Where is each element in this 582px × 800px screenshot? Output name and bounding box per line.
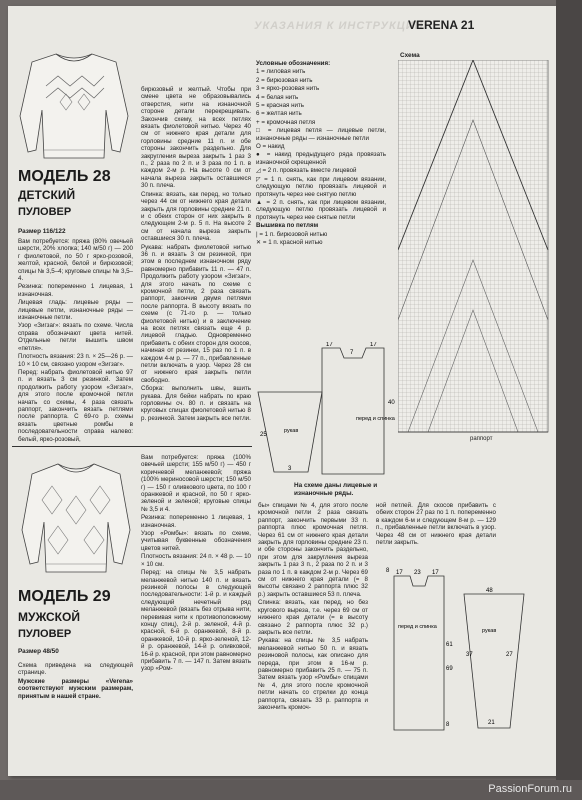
model29-sweater-sketch (18, 456, 134, 578)
dim-label: 23 (414, 570, 421, 576)
scheme-rapport-label: раппорт (470, 436, 493, 442)
dim-label: 7 (350, 350, 354, 356)
legend-item: 3 = ярко-розовая нить (256, 85, 320, 93)
dim-label: 37 (466, 652, 473, 658)
model29-intro (18, 662, 133, 701)
legend-subtitle: Вышивка по петлям (256, 222, 319, 230)
legend-item: + = кромочная петля (256, 118, 316, 126)
page-number: 21 (460, 18, 475, 32)
paragraph: Резинка: попеременно 1 лицевая, 1 изнаночная. (141, 514, 251, 529)
dim-label: 69 (446, 666, 453, 672)
paragraph: Перед: на спицы № 3,5 набрать меланжевой нитью 140 п. и вязать резинкой полосы в следующей последовательности: 1-й р. и каждый следующий нечетный ряд меланжевой (вязать без отрыва нити, перевивая нити к противоположному концу спиц), 2-й р. зеленой, 4-й р. красной, 6-й р. оранжевой, 8-й р. оранжевой, 10-й р. ярко-зеленой, 12-й р. оранжевой, 14-й р. оливковой, 16-й р. красной, при этом равномерно прибавить 7 п. — 147 п. Затем вязать узор «Ром- (141, 569, 251, 673)
dim-label: 25 (260, 432, 267, 438)
paragraph: Рукава: набрать фиолетовой нитью 36 п. и вязать 3 см резинкой, при этом в последнем изнаночном ряду равномерно прибавить 11 п. — 47 п. Продолжить работу узором «Зигзаг», для этого начать по схеме с кромочной петли, 2 раза связать раппорт, закончив двумя петлями после раппорта. В высоту вязать по схеме (с 71-го р. — только фиолетовой нитью) и в заключение на всех петлях связать еще 4 р. лицевой гладью. Одновременно прибавить с обеих сторон для скосов, начиная от резинки, 15 раз по 1 п. в каждом 4-м р. — 77 п., прибавленные петли включать в узор. Через 28 см от нижнего края закрыть петли свободно. (141, 243, 251, 384)
legend-item: 5 = красная нить (256, 102, 305, 110)
model28-pattern-sleeve (254, 386, 326, 478)
model29-text-column-2 (258, 502, 368, 712)
front-back-label: перед и спинка (398, 624, 437, 630)
dim-label: 27 (506, 652, 513, 658)
legend-item: ✕ = 1 п. красной нитью (256, 238, 323, 246)
legend (256, 60, 386, 247)
paragraph: Рукава: на спицы № 3,5 набрать меланжевой нитью 50 п. и вязать резиновой полосы, как описано для переда, при этом в 16-м р. равномерно прибавить 25 п. — 75 п. Затем вязать узор «Ромбы» спицами № 4, для этого после кромочной петли начать со стрелки до конца раппорта, связать 33 р. раппорта и закончить кромоч- (258, 637, 368, 711)
front-back-label: перед и спинка (356, 416, 395, 422)
knitting-scheme-chart (398, 60, 554, 440)
dim-label: 8 (386, 568, 390, 574)
model29-text-column-3 (376, 502, 496, 547)
sleeve-label: рукав (284, 428, 299, 434)
paragraph: Перед: набрать фиолетовой нитью 97 п. и вязать 3 см резинкой. Затем продолжить работу узором «Зигзаг», для этого после кромочной петли начать со схемы, 4 раза связать раппорт, закончить вязать петлями после раппорта. С 69-го р. схемы вязать цветные ромбы в последовательности справа налево: белый, ярко-розовый, (18, 368, 133, 443)
scheme-title: Схема (400, 52, 420, 59)
paragraph: бирюзовый и желтый. Чтобы при смене цвета не образовывались отверстия, нити на изнаночной стороне детали перекрещивать. Закончив схему, на всех петлях вязать фиолетовой нитью. Через 40 см от нижнего края детали для горловины средние 11 п. и обе стороны закончить раздельно. Для закругления выреза закрыть 1 раз 3 п., 2 раза по 2 п. и 3 раза по 1 п. в каждом 2-м р. На высоте 0 см от начала выреза закрыть оставшиеся 30 п. плеча. (141, 86, 251, 190)
paragraph: Плотность вязания: 24 п. × 48 р. — 10 × 10 см. (141, 553, 251, 568)
dim-label: 61 (446, 642, 453, 648)
model28-text-column-2 (141, 86, 251, 423)
legend-item: О = накид (256, 143, 285, 151)
paragraph: Резинка: попеременно 1 лицевая, 1 изнаночная. (18, 283, 133, 298)
legend-item: ▲ = 2 п. снять, как при лицевом вязании, следующую петлю провязать лицевой и протянуть через нее снятые петли (256, 198, 386, 221)
model29-subtitle-1: МУЖСКОЙ (18, 610, 80, 624)
model29-text-column-1 (141, 454, 251, 674)
dim-label: 48 (486, 588, 493, 594)
legend-item: ◿ = 2 п. провязать вместе лицевой (256, 167, 357, 175)
dim-label: 17 (396, 570, 403, 576)
model29-pattern-sleeve (460, 586, 530, 736)
paragraph: Сборка: выполнить швы, вшить рукава. Для бейки набрать по краю горловины сч. 80 п. и связать на круговых спицах фиолетовой нитью 8 р. резинкой. Затем закрыть все петли. (141, 385, 251, 422)
model29-title: МОДЕЛЬ 29 (18, 588, 111, 605)
model28-subtitle-1: ДЕТСКИЙ (18, 188, 76, 202)
legend-item: □ = лицевая петля — лицевые петли, изнаночные ряды — изнаночные петли (256, 127, 386, 142)
model29-subtitle-2: ПУЛОВЕР (18, 628, 72, 640)
paragraph: Узор «Ромбы»: вязать по схеме, учитывая буквенные обозначения цветов нитей. (141, 530, 251, 552)
legend-item: 1 = лиловая нить (256, 68, 306, 76)
header-brand: VERENA 21 (408, 18, 475, 32)
paragraph: Узор «Зигзаг»: вязать по схеме. Числа справа обозначают цвета нитей. Отдельные петли вышить швом «петля». (18, 322, 133, 352)
dim-label: 3 (288, 466, 292, 472)
dim-label: 40 (388, 400, 395, 406)
legend-item: 6 = желтая нить (256, 110, 302, 118)
dim-label: 17 (432, 570, 439, 576)
sleeve-label: рукав (482, 628, 497, 634)
paragraph: Лицевая гладь: лицевые ряды — лицевые петли, изнаночные ряды — изнаночные петли. (18, 299, 133, 322)
paragraph: Вам потребуется: пряжа (100% овечьей шерсти; 155 м/50 г) — 450 г коричневой меланжевой; пряжа (100% мериносовой шерсти; 150 м/50 г) — 150 г оливкового цвета, по 100 г оранжевой и красной, по 50 г ярко-зеленой и зеленой; круговые спицы № 3,5 и 4. (141, 454, 251, 513)
legend-item: 2 = бирюзовая нить (256, 76, 313, 84)
model28-title: МОДЕЛЬ 28 (18, 168, 111, 185)
paragraph: Плотность вязания: 23 п. × 25—26 р. — 10 × 10 см, связано узором «Зигзаг». (18, 353, 133, 368)
paragraph: Вам потребуется: пряжа (80% овечьей шерсти, 20% хлопка; 140 м/50 г) — 200 г фиолетовой, по 50 г ярко-розовой, желтой, красной, белой и бирюзовой; спицы № 3,5–4; круговые спицы № 3,5–4. (18, 238, 133, 283)
section-divider (12, 446, 252, 447)
dim-label: 17 (370, 342, 377, 348)
dim-label: 8 (446, 722, 450, 728)
model28-subtitle-2: ПУЛОВЕР (18, 206, 72, 218)
paragraph: ной петлей. Для скосов прибавить с обеих сторон 27 раз по 1 п. попеременно в каждом 6-м и следующем 8-м р. — 129 п., прибавленные петли включать в узор. Через 48 см от нижнего края детали петли закрыть. (376, 502, 496, 547)
model29-pattern-front-back (384, 566, 458, 740)
paragraph: Спинка: вязать, как перед, но только через 44 см от нижнего края детали закрыть для горловины средние 21 п. и с обеих сторон от них закрыть в следующем 2-м р. 5 п. На высоте 2 см от начала выреза закрыть оставшиеся 30 п. плеча. (141, 190, 251, 243)
model28-text-column-1 (18, 238, 133, 444)
legend-title: Условные обозначения: (256, 60, 331, 67)
legend-item: ◸ = 1 п. снять, как при лицевом вязании, следующую петлю провязать лицевой и протянуть через нее снятую петлю (256, 175, 386, 198)
paragraph: Спинка: вязать, как перед, но без кругового выреза, т.е. через 69 см от нижнего края детали (= в высоту связано 2 раппорта плюс 32 р.) закрыть все петли. (258, 599, 368, 636)
legend-item: 4 = белая нить (256, 93, 299, 101)
legend-item: ● = накид предыдущего ряда провязать изнаночной скрещенной (256, 151, 386, 166)
dim-label: 17 (326, 342, 333, 348)
page-edge-strip (556, 0, 582, 800)
paragraph: Схема приведена на следующей странице. (18, 662, 133, 677)
magazine-page (8, 6, 564, 776)
legend-item: | = 1 п. бирюзовой нитью (256, 230, 328, 238)
scheme-note: На схеме даны лицевые и изнаночные ряды. (294, 482, 378, 497)
model28-size: Размер 116/122 (18, 228, 66, 235)
watermark: PassionForum.ru (488, 783, 572, 795)
footer-bar (0, 780, 582, 800)
model28-sweater-sketch (16, 46, 132, 164)
model29-size: Размер 48/50 (18, 648, 59, 655)
dim-label: 21 (488, 720, 495, 726)
paragraph: бы» спицами № 4, для этого после кромочной петли 2 раза связать раппорт, закончить первыми 33 п. раппорта плюс кромочная петля. Через 61 см от нижнего края детали закрыть для горловины средние 23 п. и обе стороны закончить раздельно, при этом для закругления выреза закрыть 1 раз 3 п., 2 раза по 2 п. и 3 раза по 1 п. в каждом 2-м р. Через 69 см от нижнего края детали (= 8 высоты связано 2 раппорта плюс 32 р.) закрыть оставшиеся 53 п. плеча. (258, 502, 368, 598)
paragraph: Мужские размеры «Verena» соответствуют мужским размерам, принятым в нашей стране. (18, 677, 133, 700)
header-section-title: УКАЗАНИЯ К ИНСТРУКЦИИ (254, 20, 424, 32)
